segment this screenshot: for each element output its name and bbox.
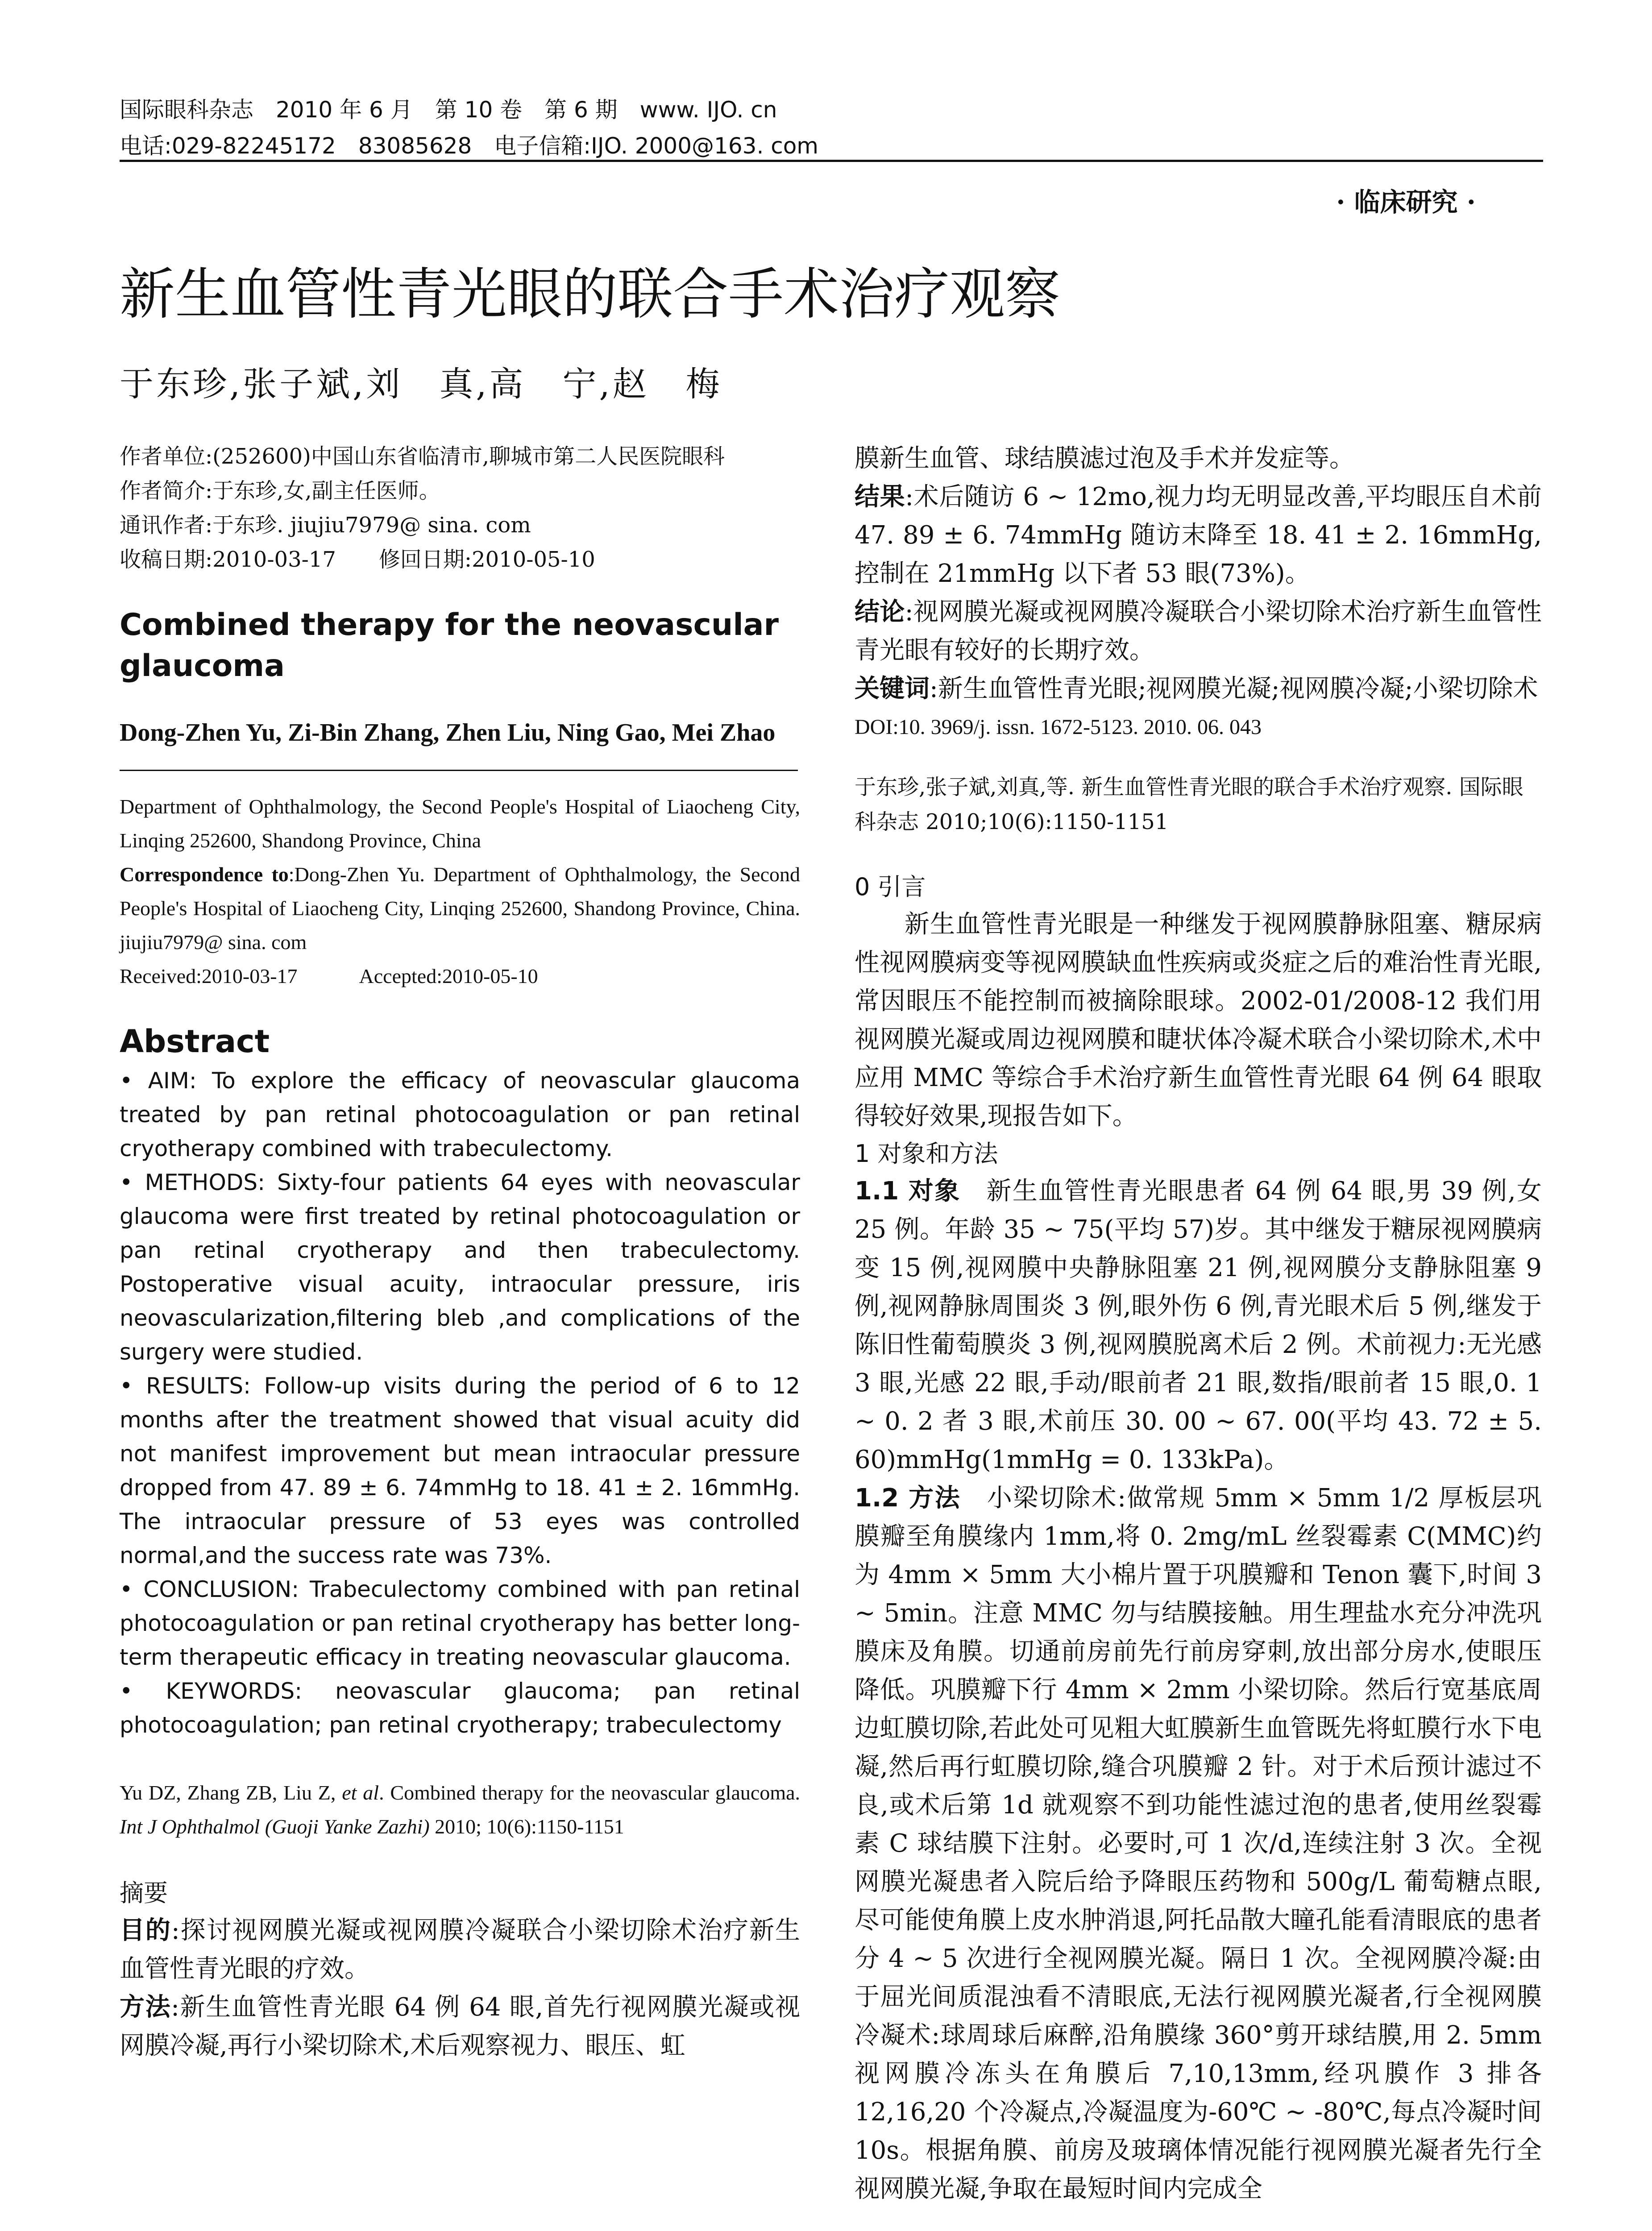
chinese-results-text: :术后随访 6 ~ 12mo,视力均无明显改善,平均眼压自术前 47. 89 ± 6. 74mmHg 随访末降至 18. 41 ± 2. 16mmHg,控制在 21mmHg 以下者 53 眼(73%)。 [855, 482, 1542, 588]
correspondence-text: :Dong-Zhen Yu. Department of Ophthalmology, the Second People's Hospital of Liaocheng City, Linqing 252600, Shandong Province, China. jiujiu7979@ sina. com [120, 863, 800, 954]
chinese-methods-text: :新生血管性青光眼 64 例 64 眼,首先行视网膜光凝或视网膜冷凝,再行小梁切除术,术后观察视力、眼压、虹 [120, 1993, 800, 2060]
section-introduction-heading: 0 引言 [855, 873, 926, 901]
english-dates: Received:2010-03-17 Accepted:2010-05-10 [120, 965, 538, 987]
journal-contact-line: 电话:029-82245172 83085628 电子信箱:IJO. 2000@163. com [120, 133, 819, 159]
correspondence-label: Correspondence to [120, 863, 289, 886]
methods-text: 小梁切除术:做常规 5mm × 5mm 1/2 厚板层巩膜瓣至角膜缘内 1mm,将 0. 2mg/mL 丝裂霉素 C(MMC)约为 4mm × 5mm 大小棉片置于巩膜瓣和 Tenon 囊下,时间 3 ~ 5min。注意 MMC 勿与结膜接触。用生理盐水充分冲洗巩膜床及角膜。切通前房前先行前房穿刺,放出部分房水,使眼压降低。巩膜瓣下行 4mm × 2mm 小梁切除。然后行宽基底周边虹膜切除,若此处可见粗大虹膜新生血管既先将虹膜行水下电凝,然后再行虹膜切除,缝合巩膜瓣 2 针。对于术后预计滤过不良,或术后第 1d 就观察不到功能性滤过泡的患者,使用丝裂霉素 C 球结膜下注射。必要时,可 1 次/d,连续注射 3 次。全视网膜光凝患者入院后给予降眼压药物和 500g/L 葡萄糖点眼,尽可能使角膜上皮水肿消退,阿托品散大瞳孔能看清眼底的患者分 4 ~ 5 次进行全视网膜光凝。隔日 1 次。全视网膜冷凝:由于屈光间质混浊看不清眼底,无法行视网膜光凝者,行全视网膜冷凝术:球周球后麻醉,沿角膜缘 360°剪开球结膜,用 2. 5mm 视网膜冷冻头在角膜后 7,10,13mm,经巩膜作 3 排各 12,16,20 个冷凝点,冷凝温度为-60℃ ~ -80℃,每点冷凝时间 10s。根据角膜、前房及玻璃体情况能行视网膜光凝者先行全视网膜光凝,争取在最短时间内完成全 [855, 1484, 1542, 2203]
received-dates: 收稿日期:2010-03-17 修回日期:2010-05-10 [120, 547, 595, 572]
chinese-abstract-heading: 摘要 [120, 1879, 168, 1907]
citation-journal: Int J Ophthalmol (Guoji Yanke Zazhi) [120, 1815, 430, 1838]
chinese-aim-label: 目的 [120, 1916, 171, 1945]
doi: DOI:10. 3969/j. issn. 1672-5123. 2010. 06. 043 [855, 715, 1262, 739]
section-methods-heading: 1 对象和方法 [855, 1140, 998, 1168]
abstract-methods: • METHODS: Sixty-four patients 64 eyes with neovascular glaucoma were first treated by retinal photocoagulation or pan retinal cryotherapy and then trabeculectomy. Postoperative visual acuity, intraocular pressure, iris neovascularization,filtering bleb ,and complications of the surgery were studied. [120, 1169, 800, 1365]
author-bio: 作者简介:于东珍,女,副主任医师。 [120, 478, 440, 503]
english-citation [120, 1776, 800, 1844]
chinese-aim [120, 1912, 800, 1988]
chinese-results [855, 478, 1542, 593]
chinese-keywords-text: :新生血管性青光眼;视网膜光凝;视网膜冷凝;小梁切除术 [930, 674, 1538, 703]
chinese-methods [120, 1988, 800, 2065]
corresponding-author: 通讯作者:于东珍. jiujiu7979@ sina. com [120, 513, 531, 538]
right-column [855, 440, 1542, 2208]
journal-header-line: 国际眼科杂志 2010 年 6 月 第 10 卷 第 6 期 www. IJO. cn [120, 97, 777, 123]
subjects-paragraph [855, 1172, 1542, 1479]
chinese-conclusion-text: :视网膜光凝或视网膜冷凝联合小梁切除术治疗新生血管性青光眼有较好的长期疗效。 [855, 597, 1542, 665]
chinese-methods-label: 方法 [120, 1993, 171, 2022]
citation-volume: 2010; 10(6):1150-1151 [429, 1815, 624, 1838]
english-title: Combined therapy for the neovascular glaucoma [120, 607, 779, 684]
abstract-aim: • AIM: To explore the efficacy of neovascular glaucoma treated by pan retinal photocoagulation or pan retinal cryotherapy combined with trabeculectomy. [120, 1068, 800, 1161]
header-divider [120, 160, 1543, 162]
chinese-conclusion [855, 593, 1542, 670]
article-title: 新生血管性青光眼的联合手术治疗观察 [120, 262, 1061, 327]
introduction-paragraph: 新生血管性青光眼是一种继发于视网膜静脉阻塞、糖尿病性视网膜病变等视网膜缺血性疾病或炎症之后的难治性青光眼,常因眼压不能控制而被摘除眼球。2002-01/2008-12 我们用视网膜光凝或周边视网膜和睫状体冷凝术联合小梁切除术,术中应用 MMC 等综合手术治疗新生血管性青光眼 64 例 64 眼取得较好效果,现报告如下。 [855, 910, 1542, 1131]
subjects-text: 新生血管性青光眼患者 64 例 64 眼,男 39 例,女 25 例。年龄 35 ~ 75(平均 57)岁。其中继发于糖尿视网膜病变 15 例,视网膜中央静脉阻塞 21 例,视网膜分支静脉阻塞 9 例,视网静脉周围炎 3 例,眼外伤 6 例,青光眼术后 5 例,继发于陈旧性葡萄膜炎 3 例,视网膜脱离术后 2 例。术前视力:无光感 3 眼,光感 22 眼,手动/眼前者 21 眼,数指/眼前者 15 眼,0. 1 ~ 0. 2 者 3 眼,术前压 30. 00 ~ 67. 00(平均 43. 72 ± 5. 60)mmHg(1mmHg = 0. 133kPa)。 [855, 1177, 1542, 1474]
section-label: · 临床研究 · [1336, 187, 1476, 217]
english-department: Department of Ophthalmology, the Second People's Hospital of Liaocheng City, Linqing 252600, Shandong Province, China [120, 795, 800, 852]
english-correspondence [120, 858, 800, 959]
article-authors: 于东珍,张子斌,刘 真,高 宁,赵 梅 [120, 364, 722, 404]
methods-label: 1.2 方法 [855, 1484, 961, 1513]
chinese-citation: 于东珍,张子斌,刘真,等. 新生血管性青光眼的联合手术治疗观察. 国际眼科杂志 2010;10(6):1150-1151 [855, 775, 1523, 834]
chinese-conclusion-label: 结论 [855, 597, 905, 626]
left-column [120, 440, 800, 2065]
english-authors-divider [120, 770, 798, 771]
citation-etal: et al [342, 1781, 379, 1804]
methods-paragraph [855, 1479, 1542, 2208]
chinese-methods-continued: 膜新生血管、球结膜滤过泡及手术并发症等。 [855, 444, 1354, 473]
citation-title: . Combined therapy for the neovascular glaucoma. [379, 1781, 801, 1804]
abstract-results: • RESULTS: Follow-up visits during the period of 6 to 12 months after the treatment showed that visual acuity did not manifest improvement but mean intraocular pressure dropped from 47. 89 ± 6. 74mmHg to 18. 41 ± 2. 16mmHg. The intraocular pressure of 53 eyes was controlled normal,and the success rate was 73%. [120, 1373, 800, 1568]
chinese-keywords [855, 670, 1542, 708]
chinese-results-label: 结果 [855, 482, 905, 511]
abstract-heading: Abstract [120, 1023, 270, 1060]
abstract-conclusion: • CONCLUSION: Trabeculectomy combined with pan retinal photocoagulation or pan retinal cryotherapy has better long-term therapeutic efficacy in treating neovascular glaucoma. [120, 1576, 800, 1670]
citation-authors: Yu DZ, Zhang ZB, Liu Z, [120, 1781, 342, 1804]
chinese-keywords-label: 关键词 [855, 674, 930, 703]
abstract-keywords: • KEYWORDS: neovascular glaucoma; pan retinal photocoagulation; pan retinal cryotherapy; trabeculectomy [120, 1678, 800, 1738]
chinese-aim-text: :探讨视网膜光凝或视网膜冷凝联合小梁切除术治疗新生血管性青光眼的疗效。 [120, 1916, 800, 1983]
english-authors: Dong-Zhen Yu, Zi-Bin Zhang, Zhen Liu, Ning Gao, Mei Zhao [120, 719, 776, 746]
subjects-label: 1.1 对象 [855, 1177, 961, 1206]
affiliation: 作者单位:(252600)中国山东省临清市,聊城市第二人民医院眼科 [120, 444, 725, 469]
